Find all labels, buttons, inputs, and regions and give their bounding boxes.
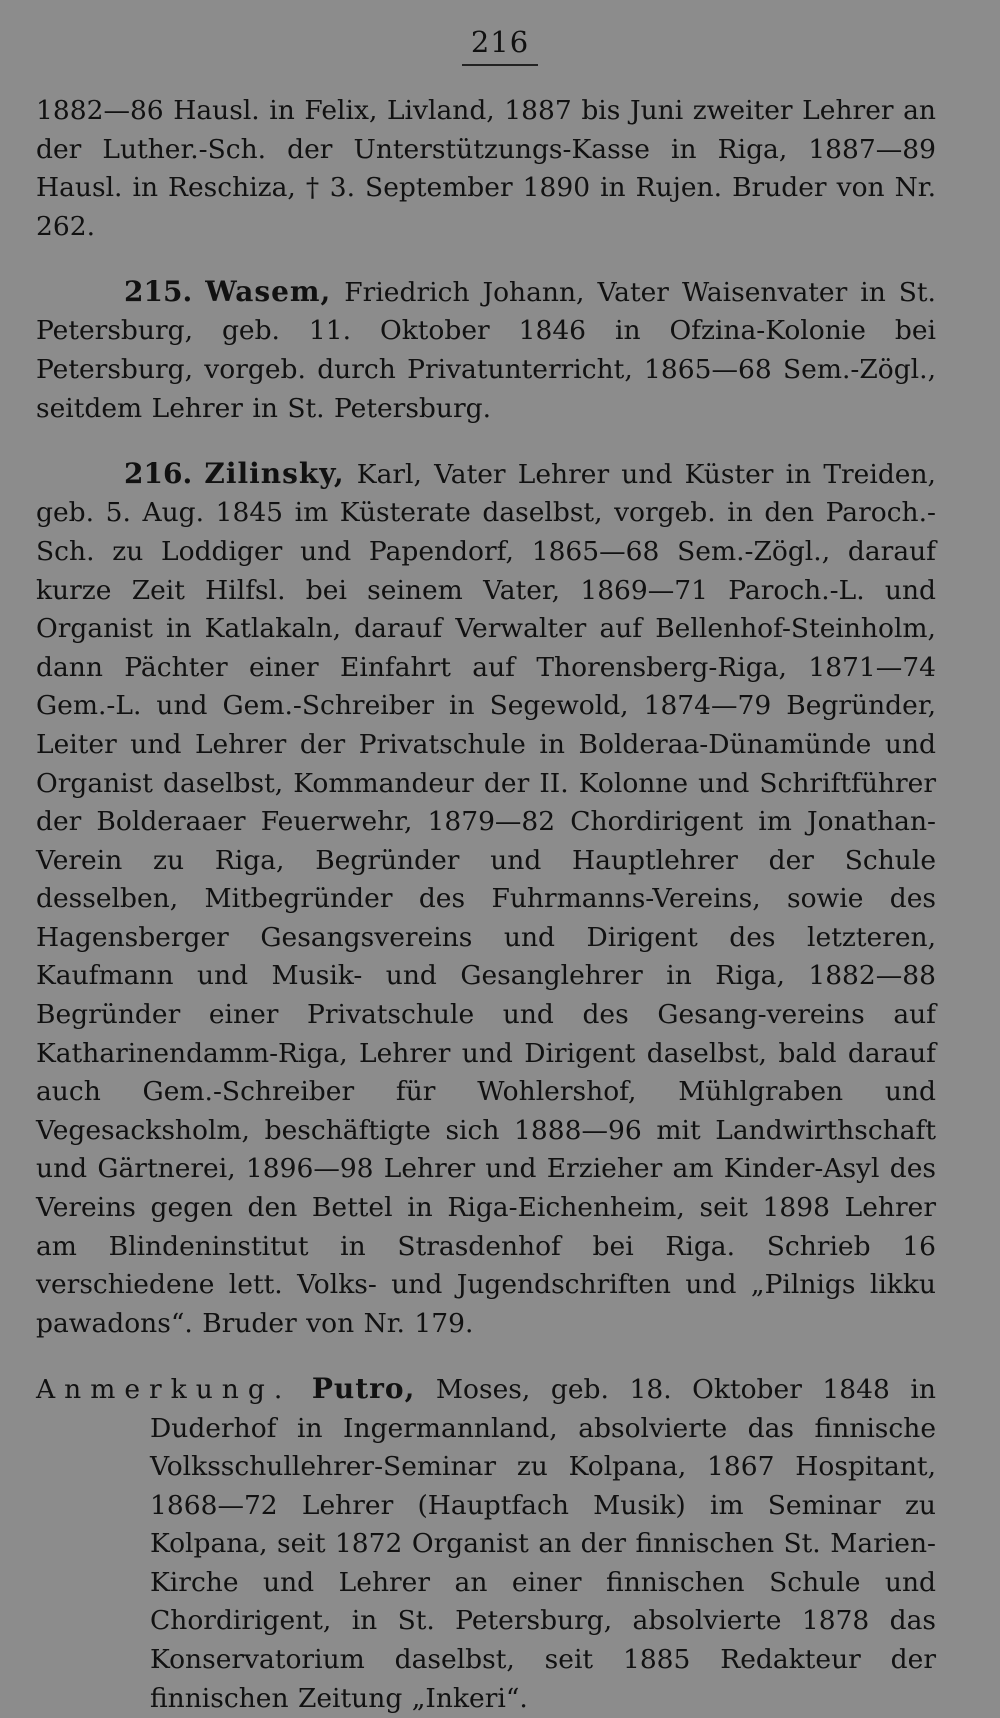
entry-name: Wasem, (205, 274, 332, 308)
entry-text: Friedrich Johann, Vater Waisenvater in St. Petersburg, geb. 11. Oktober 1846 in Ofzina-Kolonie bei Petersburg, vorgeb. durch Privatunterricht, 1865—68 Sem.-Zögl., seitdem Lehrer in St. Petersburg. (36, 276, 936, 424)
note-name: Putro, (311, 1371, 416, 1405)
continuation-paragraph: 1882—86 Hausl. in Felix, Livland, 1887 bis Juni zweiter Lehrer an der Luther.-Sch. der Unterstützungs-Kasse in Riga, 1887—89 Hausl. in Reschiza, † 3. September 1890 in Rujen. Bruder von Nr. 262. (36, 95, 936, 242)
entry-text: Karl, Vater Lehrer und Küster in Treiden, geb. 5. Aug. 1845 im Küsterate daselbst, vorgeb. in den Paroch.-Sch. zu Loddiger und Papendorf, 1865—68 Sem.-Zögl., darauf kurze Zeit Hilfsl. bei seinem Vater, 1869—71 Paroch.-L. und Organist in Katlakaln, darauf Verwalter auf Bellenhof-Steinholm, dann Pächter einer Einfahrt auf Thorensberg-Riga, 1871—74 Gem.-L. und Gem.-Schreiber in Segewold, 1874—79 Begründer, Leiter und Lehrer der Privatschule in Bolderaa-Dünamünde und Organist daselbst, Kommandeur der II. Kolonne und Schriftführer der Bolderaaer Feuerwehr, 1879—82 Chordirigent im Jonathan-Verein zu Riga, Begründer und Hauptlehrer der Schule desselben, Mitbegründer des Fuhrmanns-Vereins, sowie des Hagensberger Gesangsvereins und Dirigent des letzteren, Kaufmann und Musik- und Gesanglehrer in Riga, 1882—88 Begründer einer Privatschule und des Gesang-vereins auf Katharinendamm-Riga, Lehrer und Dirigent daselbst, bald darauf auch Gem.-Schreiber für Wohlershof, Mühlgraben und Vegesacksholm, beschäftigte sich 1888—96 mit Landwirthschaft und Gärtnerei, 1896—98 Lehrer und Erzieher am Kinder-Asyl des Vereins gegen den Bettel in Riga-Eichenheim, seit 1898 Lehrer am Blindeninstitut in Strasdenhof bei Riga. Schrieb 16 verschiedene lett. Volks- und Jugendschriften und „Pilnigs likku pawadons“. Bruder von Nr. 179. (36, 458, 936, 1339)
note-label: Anmerkung. (36, 1373, 292, 1405)
entry-215 (36, 273, 936, 428)
entry-216 (36, 455, 936, 1344)
note-paragraph (36, 1370, 936, 1718)
entry-name: Zilinsky, (204, 456, 345, 490)
entry-number: 215. (124, 274, 193, 308)
note-text: Moses, geb. 18. Oktober 1848 in Duderhof in Ingermannland, absolvierte das finnische Volksschullehrer-Seminar zu Kolpana, 1867 Hospitant, 1868—72 Lehrer (Hauptfach Musik) im Seminar zu Kolpana, seit 1872 Organist an der finnischen St. Marien-Kirche und Lehrer an einer finnischen Schule und Chordirigent, in St. Petersburg, absolvierte 1878 das Konservatorium daselbst, seit 1885 Redakteur der finnischen Zeitung „Inkeri“. (150, 1373, 936, 1714)
page-number: 216 (470, 25, 530, 59)
page-number-rule (462, 64, 538, 66)
entry-number: 216. (124, 456, 193, 490)
